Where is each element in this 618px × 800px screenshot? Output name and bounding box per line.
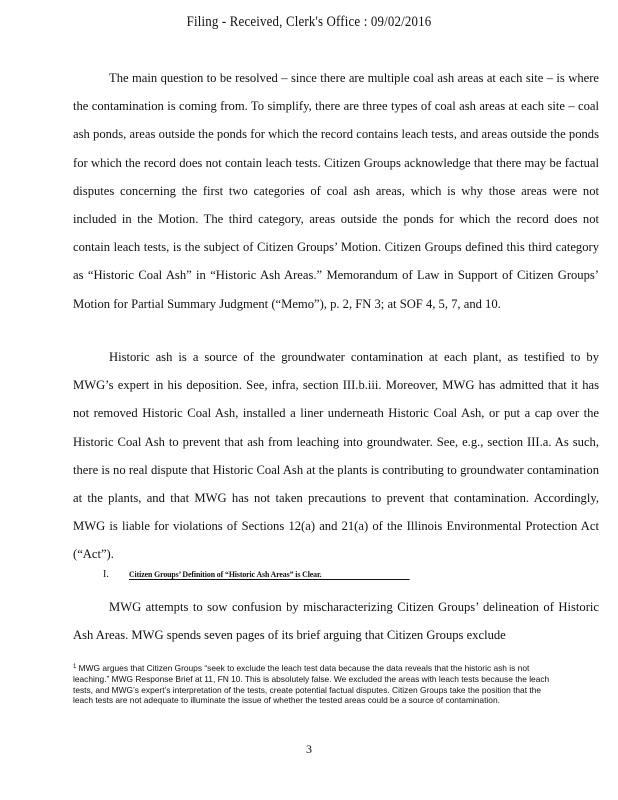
footnote-marker: 1 bbox=[73, 664, 77, 670]
section-number: I. bbox=[103, 569, 109, 580]
paragraph-mwg-attempts bbox=[73, 593, 599, 649]
footnote-text: MWG argues that Citizen Groups “seek to exclude the leach test data because the data reveals that the historic ash is not leaching.” MWG Response Brief at 11, FN 10. This is absolutely false. We excluded the areas with leach tests because the leach tests, and MWG’s expert’s interpretation of the tests, create potential factual disputes. Citizen Groups take the position that the leach tests are not adequate to illuminate the issue of whether the tested areas could be a source of contamination. bbox=[73, 663, 550, 706]
filing-header: Filing - Received, Clerk's Office : 09/02/2016 bbox=[186, 14, 432, 30]
footnote bbox=[73, 662, 553, 706]
page-number: 3 bbox=[306, 742, 312, 756]
paragraph-main-question bbox=[73, 64, 599, 318]
paragraph-text: MWG attempts to sow confusion by mischaracterizing Citizen Groups’ delineation of Historic Ash Areas. MWG spends seven pages of its brief arguing that Citizen Groups exclude bbox=[73, 600, 599, 643]
section-heading bbox=[103, 569, 434, 580]
section-title: Citizen Groups’ Definition of “Historic Ash Areas” is Clear. bbox=[129, 569, 410, 580]
paragraph-text: The main question to be resolved – since there are multiple coal ash areas at each site – is where the contamination is coming from. To simplify, there are three types of coal ash areas at each site – coal ash ponds, areas outside the ponds for which the record contains leach tests, and areas outside the ponds for which the record does not contain leach tests. Citizen Groups acknowledge that there may be factual disputes concerning the first two categories of coal ash areas, which is why those areas were not included in the Motion. The third category, areas outside the ponds for which the record does not contain leach tests, is the subject of Citizen Groups’ Motion. Citizen Groups defined this third category as “Historic Coal Ash” in “Historic Ash Areas.” Memorandum of Law in Support of Citizen Groups’ Motion for Partial Summary Judgment (“Memo”), p. 2, FN 3; at SOF 4, 5, 7, and 10. bbox=[73, 71, 599, 311]
paragraph-text: Historic ash is a source of the groundwater contamination at each plant, as testified to by MWG’s expert in his deposition. See, infra, section III.b.iii. Moreover, MWG has admitted that it has not removed Historic Coal Ash, installed a liner underneath Historic Coal Ash, or put a cap over the Historic Coal Ash to prevent that ash from leaching into groundwater. See, e.g., section III.a. As such, there is no real dispute that Historic Coal Ash at the plants is contributing to groundwater contamination at the plants, and that MWG has not taken precautions to prevent that contamination. Accordingly, MWG is liable for violations of Sections 12(a) and 21(a) of the Illinois Environmental Protection Act (“Act”). bbox=[73, 350, 599, 562]
paragraph-historic-ash bbox=[73, 343, 599, 569]
